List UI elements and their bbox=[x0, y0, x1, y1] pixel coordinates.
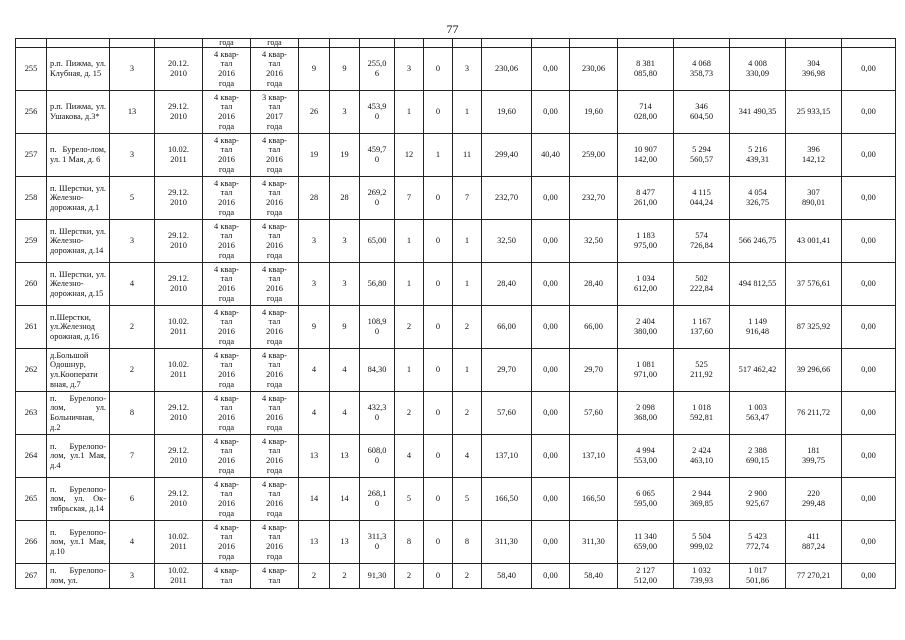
rooms-total: 5 bbox=[395, 478, 424, 521]
table-row bbox=[16, 306, 896, 349]
rooms-total: 8 bbox=[395, 521, 424, 564]
period-start: 4 квар- тал 2016 года bbox=[203, 134, 251, 177]
address: д.Большой Одошнур, ул.Кооперати вная, д.7 bbox=[47, 349, 110, 392]
cost-part1: 4 068 358,73 bbox=[674, 48, 730, 91]
cost-total: 8 381 085,80 bbox=[618, 48, 674, 91]
cost-total: 2 098 368,00 bbox=[618, 392, 674, 435]
area-b: 19,60 bbox=[570, 91, 618, 134]
cost-part4: 0,00 bbox=[842, 134, 896, 177]
cost-part3: 76 211,72 bbox=[786, 392, 842, 435]
rooms-b: 1 bbox=[453, 263, 482, 306]
area-total: 58,40 bbox=[482, 564, 532, 589]
cost-part2: 1 017 501,86 bbox=[730, 564, 786, 589]
residents-a: 9 bbox=[299, 306, 330, 349]
area-b: 58,40 bbox=[570, 564, 618, 589]
cost-part1: 2 424 463,10 bbox=[674, 435, 730, 478]
cell-c3: 4 bbox=[110, 521, 155, 564]
period-start: 4 квар- тал 2016 года bbox=[203, 392, 251, 435]
area-a: 0,00 bbox=[532, 306, 570, 349]
address: п. Бурелопо-лом, ул. Ок-тябрьская, д.14 bbox=[47, 478, 110, 521]
cost-part3: 37 576,61 bbox=[786, 263, 842, 306]
cost-part3: 304 396,98 bbox=[786, 48, 842, 91]
residents-a: 4 bbox=[299, 349, 330, 392]
rooms-total: 2 bbox=[395, 392, 424, 435]
cost-part1: 5 294 560,57 bbox=[674, 134, 730, 177]
residents-a: 9 bbox=[299, 48, 330, 91]
residents-a: 13 bbox=[299, 521, 330, 564]
cost-part4: 0,00 bbox=[842, 48, 896, 91]
address: п. Бурелопо-лом, ул. bbox=[47, 564, 110, 589]
cost-total: 2 127 512,00 bbox=[618, 564, 674, 589]
rooms-b: 2 bbox=[453, 306, 482, 349]
area-a: 40,40 bbox=[532, 134, 570, 177]
row-number: 259 bbox=[16, 220, 47, 263]
residents-a: 3 bbox=[299, 263, 330, 306]
residents-b: 4 bbox=[330, 392, 360, 435]
cost-total: 714 028,00 bbox=[618, 91, 674, 134]
cost-total: 2 404 380,00 bbox=[618, 306, 674, 349]
period-start: 4 квар- тал bbox=[203, 564, 251, 589]
cost-part1: 4 115 044,24 bbox=[674, 177, 730, 220]
cost-part2: 494 812,55 bbox=[730, 263, 786, 306]
row-number: 257 bbox=[16, 134, 47, 177]
date: 29.12. 2010 bbox=[155, 263, 203, 306]
period-end: 4 квар- тал 2016 года bbox=[251, 392, 299, 435]
area-total: 299,40 bbox=[482, 134, 532, 177]
rooms-total: 3 bbox=[395, 48, 424, 91]
cost-part2: 5 423 772,74 bbox=[730, 521, 786, 564]
cell-c3: 3 bbox=[110, 48, 155, 91]
period-end: 3 квар- тал 2017 года bbox=[251, 91, 299, 134]
rooms-a: 0 bbox=[424, 392, 453, 435]
cost-part3: 39 296,66 bbox=[786, 349, 842, 392]
period-end: 4 квар- тал 2016 года bbox=[251, 478, 299, 521]
period-start: 4 квар- тал 2016 года bbox=[203, 220, 251, 263]
area-a: 0,00 bbox=[532, 177, 570, 220]
cell-c3: 2 bbox=[110, 349, 155, 392]
area-total: 57,60 bbox=[482, 392, 532, 435]
cost-total: 10 907 142,00 bbox=[618, 134, 674, 177]
residents-b: 9 bbox=[330, 48, 360, 91]
residents-a: 28 bbox=[299, 177, 330, 220]
cost-part3: 77 270,21 bbox=[786, 564, 842, 589]
area-b: 166,50 bbox=[570, 478, 618, 521]
address: п. Бурелопо-лом, ул.1 Мая, д.10 bbox=[47, 521, 110, 564]
date: 29.12. 2010 bbox=[155, 392, 203, 435]
period-end: 4 квар- тал 2016 года bbox=[251, 263, 299, 306]
cost-part4: 0,00 bbox=[842, 564, 896, 589]
cost-total: 6 065 595,00 bbox=[618, 478, 674, 521]
cost-part4: 0,00 bbox=[842, 478, 896, 521]
area-total: 19,60 bbox=[482, 91, 532, 134]
cost-part1: 574 726,84 bbox=[674, 220, 730, 263]
table-row bbox=[16, 134, 896, 177]
row-number: 256 bbox=[16, 91, 47, 134]
residents-b: 13 bbox=[330, 521, 360, 564]
cost-part3: 307 890,01 bbox=[786, 177, 842, 220]
rooms-a: 0 bbox=[424, 521, 453, 564]
period-end: 4 квар- тал 2016 года bbox=[251, 48, 299, 91]
area-a: 0,00 bbox=[532, 392, 570, 435]
area: 56,80 bbox=[360, 263, 395, 306]
date: 29.12. 2010 bbox=[155, 435, 203, 478]
area-b: 230,06 bbox=[570, 48, 618, 91]
area: 108,9 0 bbox=[360, 306, 395, 349]
residents-a: 26 bbox=[299, 91, 330, 134]
row-number: 258 bbox=[16, 177, 47, 220]
cost-part2: 2 900 925,67 bbox=[730, 478, 786, 521]
area-b: 259,00 bbox=[570, 134, 618, 177]
area-a: 0,00 bbox=[532, 263, 570, 306]
row-number: 265 bbox=[16, 478, 47, 521]
rooms-b: 1 bbox=[453, 220, 482, 263]
area-total: 137,10 bbox=[482, 435, 532, 478]
period-end: 4 квар- тал 2016 года bbox=[251, 177, 299, 220]
header-stub-row bbox=[16, 39, 896, 48]
cost-part3: 220 299,48 bbox=[786, 478, 842, 521]
rooms-total: 2 bbox=[395, 306, 424, 349]
cost-total: 8 477 261,00 bbox=[618, 177, 674, 220]
residents-b: 3 bbox=[330, 263, 360, 306]
cost-part4: 0,00 bbox=[842, 306, 896, 349]
address: п. Шерстки, ул. Железно-дорожная, д.14 bbox=[47, 220, 110, 263]
cost-part3: 25 933,15 bbox=[786, 91, 842, 134]
date: 10.02. 2011 bbox=[155, 306, 203, 349]
area-total: 166,50 bbox=[482, 478, 532, 521]
cost-part1: 2 944 369,85 bbox=[674, 478, 730, 521]
area-total: 232,70 bbox=[482, 177, 532, 220]
rooms-a: 0 bbox=[424, 349, 453, 392]
area: 268,1 0 bbox=[360, 478, 395, 521]
residents-b: 4 bbox=[330, 349, 360, 392]
row-number: 263 bbox=[16, 392, 47, 435]
rooms-total: 12 bbox=[395, 134, 424, 177]
cost-part3: 181 399,75 bbox=[786, 435, 842, 478]
rooms-b: 11 bbox=[453, 134, 482, 177]
cost-total: 4 994 553,00 bbox=[618, 435, 674, 478]
cost-part3: 43 001,41 bbox=[786, 220, 842, 263]
cost-part1: 1 167 137,60 bbox=[674, 306, 730, 349]
residents-b: 28 bbox=[330, 177, 360, 220]
address: п. Бурелопо-лом, ул.1 Мая, д.4 bbox=[47, 435, 110, 478]
period-start: 4 квар- тал 2016 года bbox=[203, 263, 251, 306]
area-a: 0,00 bbox=[532, 91, 570, 134]
table-row bbox=[16, 392, 896, 435]
cell-c3: 8 bbox=[110, 392, 155, 435]
rooms-b: 2 bbox=[453, 564, 482, 589]
area-total: 311,30 bbox=[482, 521, 532, 564]
cost-part2: 2 388 690,15 bbox=[730, 435, 786, 478]
cell-c3: 3 bbox=[110, 564, 155, 589]
cost-part4: 0,00 bbox=[842, 220, 896, 263]
area-b: 57,60 bbox=[570, 392, 618, 435]
residents-b: 13 bbox=[330, 435, 360, 478]
address: п. Шерстки, ул. Железно-дорожная, д.15 bbox=[47, 263, 110, 306]
rooms-total: 1 bbox=[395, 263, 424, 306]
cost-part1: 5 504 999,02 bbox=[674, 521, 730, 564]
residents-b: 3 bbox=[330, 91, 360, 134]
period-start: 4 квар- тал 2016 года bbox=[203, 349, 251, 392]
rooms-b: 3 bbox=[453, 48, 482, 91]
area-a: 0,00 bbox=[532, 48, 570, 91]
area: 432,3 0 bbox=[360, 392, 395, 435]
table-row bbox=[16, 564, 896, 589]
rooms-b: 7 bbox=[453, 177, 482, 220]
area-total: 28,40 bbox=[482, 263, 532, 306]
row-number: 255 bbox=[16, 48, 47, 91]
rooms-a: 0 bbox=[424, 435, 453, 478]
date: 29.12. 2010 bbox=[155, 91, 203, 134]
cost-part4: 0,00 bbox=[842, 177, 896, 220]
period-end: 4 квар- тал 2016 года bbox=[251, 521, 299, 564]
cost-total: 1 081 971,00 bbox=[618, 349, 674, 392]
residents-a: 3 bbox=[299, 220, 330, 263]
housing-table bbox=[15, 38, 896, 589]
cost-part1: 346 604,50 bbox=[674, 91, 730, 134]
rooms-total: 1 bbox=[395, 91, 424, 134]
date: 10.02. 2011 bbox=[155, 134, 203, 177]
area-total: 66,00 bbox=[482, 306, 532, 349]
rooms-b: 5 bbox=[453, 478, 482, 521]
rooms-a: 0 bbox=[424, 220, 453, 263]
cell-c3: 3 bbox=[110, 134, 155, 177]
cell-c3: 3 bbox=[110, 220, 155, 263]
rooms-total: 7 bbox=[395, 177, 424, 220]
rooms-a: 0 bbox=[424, 564, 453, 589]
area-total: 29,70 bbox=[482, 349, 532, 392]
rooms-b: 8 bbox=[453, 521, 482, 564]
area-b: 232,70 bbox=[570, 177, 618, 220]
period-end: 4 квар- тал 2016 года bbox=[251, 306, 299, 349]
cost-part2: 5 216 439,31 bbox=[730, 134, 786, 177]
rooms-b: 1 bbox=[453, 349, 482, 392]
cost-part2: 566 246,75 bbox=[730, 220, 786, 263]
area-b: 66,00 bbox=[570, 306, 618, 349]
residents-b: 2 bbox=[330, 564, 360, 589]
stub-cell: года bbox=[251, 39, 299, 48]
area-total: 230,06 bbox=[482, 48, 532, 91]
table-row bbox=[16, 220, 896, 263]
cost-part4: 0,00 bbox=[842, 91, 896, 134]
period-start: 4 квар- тал 2016 года bbox=[203, 91, 251, 134]
area-a: 0,00 bbox=[532, 220, 570, 263]
residents-a: 13 bbox=[299, 435, 330, 478]
area: 608,0 0 bbox=[360, 435, 395, 478]
cost-part4: 0,00 bbox=[842, 521, 896, 564]
residents-a: 14 bbox=[299, 478, 330, 521]
table-row bbox=[16, 91, 896, 134]
cost-part2: 517 462,42 bbox=[730, 349, 786, 392]
cell-c3: 4 bbox=[110, 263, 155, 306]
rooms-a: 0 bbox=[424, 177, 453, 220]
row-number: 262 bbox=[16, 349, 47, 392]
date: 29.12. 2010 bbox=[155, 478, 203, 521]
table-row bbox=[16, 263, 896, 306]
cost-part1: 502 222,84 bbox=[674, 263, 730, 306]
rooms-total: 1 bbox=[395, 220, 424, 263]
rooms-a: 0 bbox=[424, 306, 453, 349]
address: п. Бурело-лом, ул. 1 Мая, д. 6 bbox=[47, 134, 110, 177]
rooms-a: 1 bbox=[424, 134, 453, 177]
period-start: 4 квар- тал 2016 года bbox=[203, 177, 251, 220]
period-end: 4 квар- тал 2016 года bbox=[251, 349, 299, 392]
cost-part1: 525 211,92 bbox=[674, 349, 730, 392]
date: 29.12. 2010 bbox=[155, 177, 203, 220]
rooms-a: 0 bbox=[424, 48, 453, 91]
cell-c3: 2 bbox=[110, 306, 155, 349]
area: 453,9 0 bbox=[360, 91, 395, 134]
period-end: 4 квар- тал bbox=[251, 564, 299, 589]
period-start: 4 квар- тал 2016 года bbox=[203, 521, 251, 564]
address: п. Шерстки, ул. Железно-дорожная, д.1 bbox=[47, 177, 110, 220]
table-row bbox=[16, 478, 896, 521]
date: 29.12. 2010 bbox=[155, 220, 203, 263]
area-a: 0,00 bbox=[532, 349, 570, 392]
cost-part2: 1 003 563,47 bbox=[730, 392, 786, 435]
area: 91,30 bbox=[360, 564, 395, 589]
area: 311,3 0 bbox=[360, 521, 395, 564]
table-row bbox=[16, 48, 896, 91]
area-b: 28,40 bbox=[570, 263, 618, 306]
cost-part3: 87 325,92 bbox=[786, 306, 842, 349]
rooms-a: 0 bbox=[424, 91, 453, 134]
residents-a: 2 bbox=[299, 564, 330, 589]
cost-part4: 0,00 bbox=[842, 349, 896, 392]
rooms-a: 0 bbox=[424, 478, 453, 521]
area: 65,00 bbox=[360, 220, 395, 263]
cost-part4: 0,00 bbox=[842, 435, 896, 478]
period-start: 4 квар- тал 2016 года bbox=[203, 478, 251, 521]
page-number: 77 bbox=[446, 22, 459, 36]
cost-total: 1 183 975,00 bbox=[618, 220, 674, 263]
area-total: 32,50 bbox=[482, 220, 532, 263]
residents-a: 4 bbox=[299, 392, 330, 435]
area-b: 311,30 bbox=[570, 521, 618, 564]
cost-part2: 4 054 326,75 bbox=[730, 177, 786, 220]
rooms-a: 0 bbox=[424, 263, 453, 306]
area: 255,0 6 bbox=[360, 48, 395, 91]
period-end: 4 квар- тал 2016 года bbox=[251, 134, 299, 177]
address: п. Бурелопо-лом, ул. Больничная, д.2 bbox=[47, 392, 110, 435]
date: 10.02. 2011 bbox=[155, 349, 203, 392]
area: 84,30 bbox=[360, 349, 395, 392]
area-b: 32,50 bbox=[570, 220, 618, 263]
row-number: 266 bbox=[16, 521, 47, 564]
rooms-total: 4 bbox=[395, 435, 424, 478]
area-b: 137,10 bbox=[570, 435, 618, 478]
rooms-b: 1 bbox=[453, 91, 482, 134]
rooms-b: 4 bbox=[453, 435, 482, 478]
cell-c3: 5 bbox=[110, 177, 155, 220]
table-row bbox=[16, 521, 896, 564]
row-number: 267 bbox=[16, 564, 47, 589]
rooms-total: 1 bbox=[395, 349, 424, 392]
cost-total: 1 034 612,00 bbox=[618, 263, 674, 306]
cost-part3: 396 142,12 bbox=[786, 134, 842, 177]
cost-part2: 341 490,35 bbox=[730, 91, 786, 134]
period-end: 4 квар- тал 2016 года bbox=[251, 435, 299, 478]
table-row bbox=[16, 349, 896, 392]
cell-c3: 7 bbox=[110, 435, 155, 478]
area-b: 29,70 bbox=[570, 349, 618, 392]
table-row bbox=[16, 177, 896, 220]
cost-total: 11 340 659,00 bbox=[618, 521, 674, 564]
row-number: 264 bbox=[16, 435, 47, 478]
area-a: 0,00 bbox=[532, 564, 570, 589]
period-start: 4 квар- тал 2016 года bbox=[203, 306, 251, 349]
area-a: 0,00 bbox=[532, 478, 570, 521]
cost-part2: 4 008 330,09 bbox=[730, 48, 786, 91]
table-row bbox=[16, 435, 896, 478]
address: п.Шерстки, ул.Железнод орожная, д.16 bbox=[47, 306, 110, 349]
cost-part2: 1 149 916,48 bbox=[730, 306, 786, 349]
cell-c3: 6 bbox=[110, 478, 155, 521]
area: 459,7 0 bbox=[360, 134, 395, 177]
date: 20.12. 2010 bbox=[155, 48, 203, 91]
date: 10.02. 2011 bbox=[155, 521, 203, 564]
rooms-total: 2 bbox=[395, 564, 424, 589]
date: 10.02. 2011 bbox=[155, 564, 203, 589]
address: р.п. Пижма, ул. Ушакова, д.3* bbox=[47, 91, 110, 134]
cell-c3: 13 bbox=[110, 91, 155, 134]
residents-a: 19 bbox=[299, 134, 330, 177]
area-a: 0,00 bbox=[532, 521, 570, 564]
cost-part4: 0,00 bbox=[842, 263, 896, 306]
cost-part3: 411 887,24 bbox=[786, 521, 842, 564]
residents-b: 14 bbox=[330, 478, 360, 521]
cost-part4: 0,00 bbox=[842, 392, 896, 435]
period-start: 4 квар- тал 2016 года bbox=[203, 435, 251, 478]
period-end: 4 квар- тал 2016 года bbox=[251, 220, 299, 263]
residents-b: 9 bbox=[330, 306, 360, 349]
stub-cell: года bbox=[203, 39, 251, 48]
area-a: 0,00 bbox=[532, 435, 570, 478]
residents-b: 3 bbox=[330, 220, 360, 263]
rooms-b: 2 bbox=[453, 392, 482, 435]
residents-b: 19 bbox=[330, 134, 360, 177]
period-start: 4 квар- тал 2016 года bbox=[203, 48, 251, 91]
cost-part1: 1 018 592,81 bbox=[674, 392, 730, 435]
area: 269,2 0 bbox=[360, 177, 395, 220]
row-number: 260 bbox=[16, 263, 47, 306]
row-number: 261 bbox=[16, 306, 47, 349]
address: р.п. Пижма, ул. Клубная, д. 15 bbox=[47, 48, 110, 91]
cost-part1: 1 032 739,93 bbox=[674, 564, 730, 589]
